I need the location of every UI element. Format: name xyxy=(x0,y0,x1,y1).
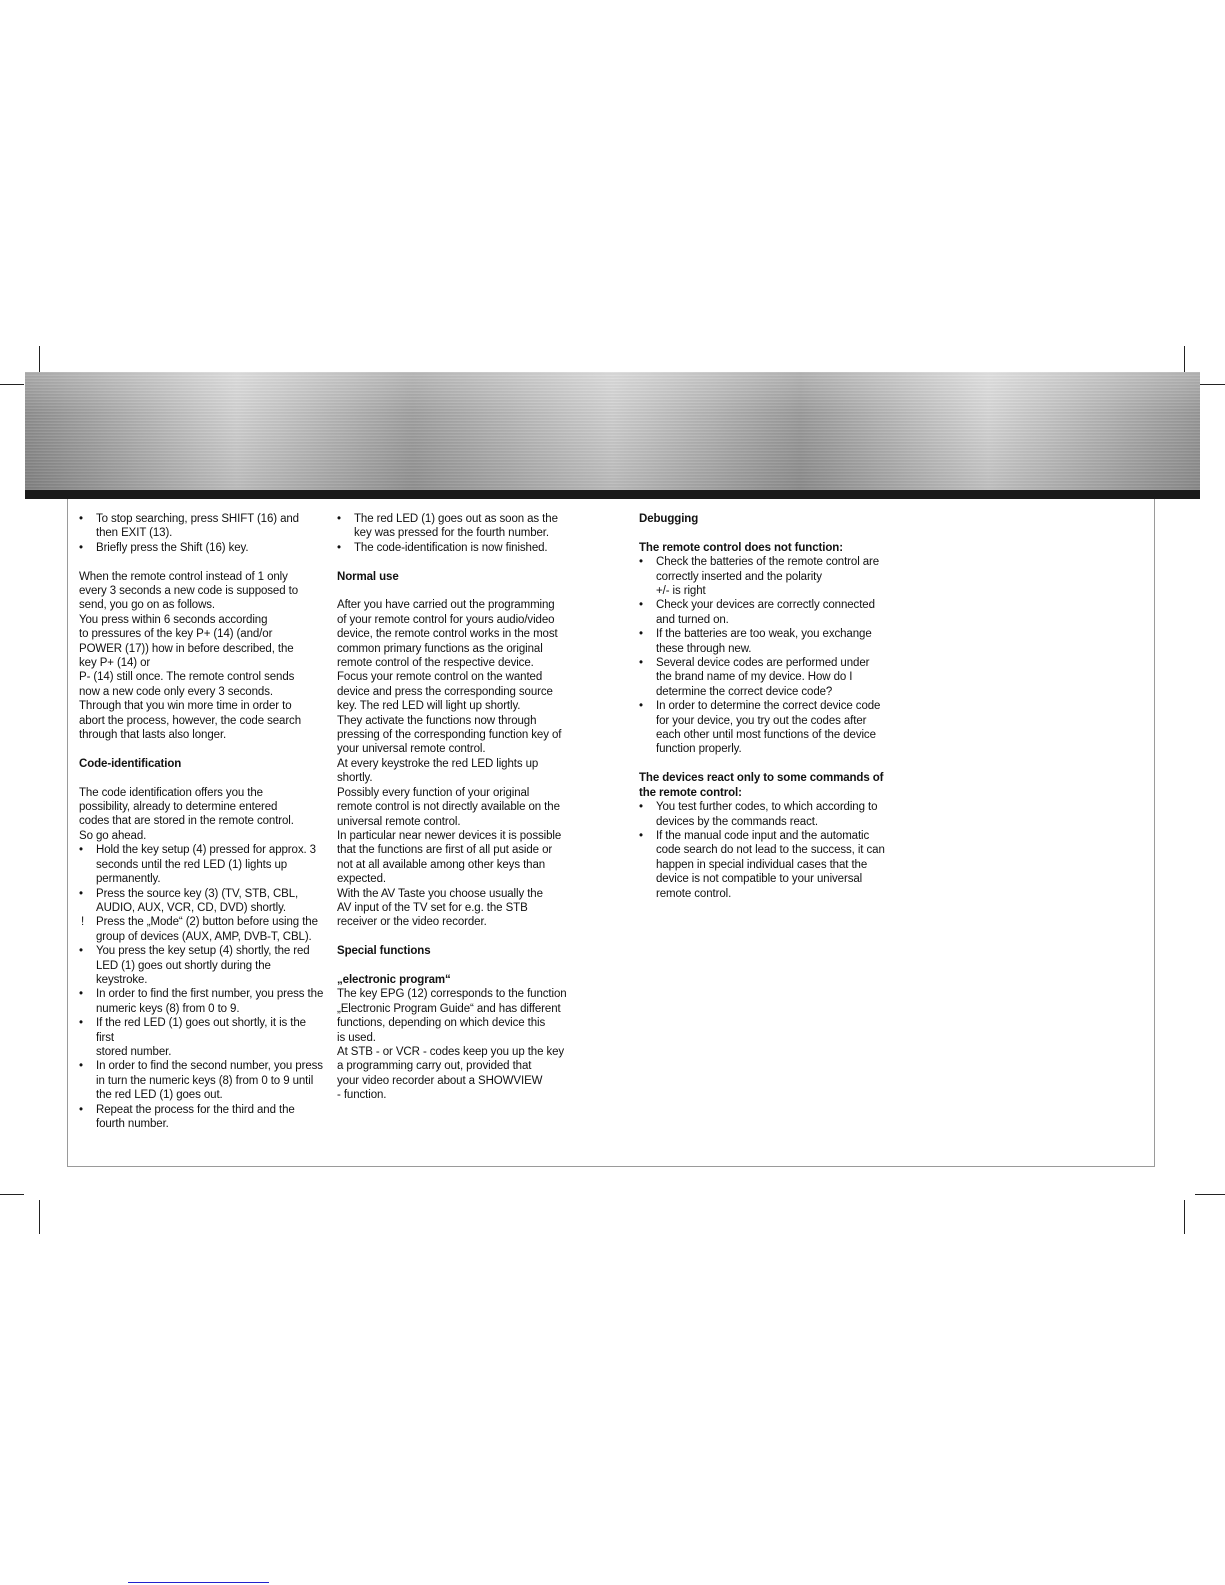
bullet-item: • You test further codes, to which according to devices by the commands react. xyxy=(639,800,887,829)
text-line: - function. xyxy=(337,1089,387,1102)
bullet-item: • You press the key setup (4) shortly, the red LED (1) goes out shortly during the keystroke. xyxy=(79,944,324,987)
text-line: The code identification offers you the xyxy=(79,786,263,799)
text-line: codes that are stored in the remote control. xyxy=(79,815,294,828)
bullet-item: • If the red LED (1) goes out shortly, it is the first stored number. xyxy=(79,1016,324,1059)
bullet-item: • Briefly press the Shift (16) key. xyxy=(79,541,324,555)
bullet-item: • In order to find the second number, you press in turn the numeric keys (8) from 0 to 9 until the red LED (1) goes out. xyxy=(79,1059,324,1102)
bullet-item: • In order to find the first number, you press the numeric keys (8) from 0 to 9. xyxy=(79,987,324,1016)
text-line: common primary functions as the original xyxy=(337,642,543,655)
crop-mark-bottom-right-h xyxy=(1195,1194,1225,1195)
text-line: Possibly every function of your original xyxy=(337,786,530,799)
crop-mark-bottom-left-v xyxy=(39,1200,40,1234)
text-line: The key EPG (12) corresponds to the function xyxy=(337,988,567,1001)
text-line: When the remote control instead of 1 only xyxy=(79,570,288,583)
text-line: every 3 seconds a new code is supposed to xyxy=(79,585,299,598)
bullet-item: • Press the source key (3) (TV, STB, CBL, AUDIO, AUX, VCR, CD, DVD) shortly. xyxy=(79,887,324,916)
bullet-item: • The code-identification is now finished. xyxy=(337,541,587,555)
text-line: universal remote control. xyxy=(337,815,461,828)
text-line: possibility, already to determine entered xyxy=(79,801,278,814)
text-line: P- (14) still once. The remote control sends xyxy=(79,671,295,684)
text-line: through that lasts also longer. xyxy=(79,729,227,742)
link-underline xyxy=(128,1582,269,1583)
bullet-item: • Repeat the process for the third and the fourth number. xyxy=(79,1103,324,1132)
note-item: ! Press the „Mode“ (2) button before using the group of devices (AUX, AMP, DVB-T, CBL). xyxy=(79,915,324,944)
section-heading-code-identification: Code-identification xyxy=(79,757,182,770)
text-line: Through that you win more time in order to xyxy=(79,700,292,713)
text-line: to pressures of the key P+ (14) (and/or xyxy=(79,628,273,641)
text-line: In particular near newer devices it is possible xyxy=(337,829,562,842)
text-line: So go ahead. xyxy=(79,829,147,842)
crop-mark-bottom-right-v xyxy=(1184,1200,1185,1234)
text-line: is used. xyxy=(337,1031,376,1044)
text-line: AV input of the TV set for e.g. the STB xyxy=(337,901,528,914)
text-line: POWER (17)) how in before described, the xyxy=(79,642,294,655)
text-line: device and press the corresponding source xyxy=(337,685,553,698)
text-line: „Electronic Program Guide“ and has different xyxy=(337,1002,561,1015)
subheading-devices-react-partially: The devices react only to some commands of the remote control: xyxy=(639,772,884,799)
column-2 xyxy=(337,512,587,1103)
text-line: abort the process, however, the code search xyxy=(79,714,301,727)
header-sheen xyxy=(25,372,1200,490)
section-heading-debugging: Debugging xyxy=(639,513,699,525)
text-line: Focus your remote control on the wanted xyxy=(337,671,543,684)
text-line: send, you go on as follows. xyxy=(79,599,216,612)
text-line: of your remote control for yours audio/video xyxy=(337,613,555,626)
bullet-item: • Hold the key setup (4) pressed for approx. 3 seconds until the red LED (1) lights up permanently. xyxy=(79,843,324,886)
bullet-item: • In order to determine the correct device code for your device, you try out the codes after each other until most functions of the device function properly. xyxy=(639,699,887,757)
section-heading-special-functions: Special functions xyxy=(337,945,431,958)
bullet-item: • If the batteries are too weak, you exchange these through new. xyxy=(639,627,887,656)
column-3 xyxy=(639,512,887,901)
subheading-electronic-program: „electronic program“ xyxy=(337,973,451,986)
text-line: not at all available among other keys than xyxy=(337,858,546,871)
crop-mark-bottom-left-h xyxy=(0,1194,24,1195)
text-line: now a new code only every 3 seconds. xyxy=(79,685,273,698)
text-line: your universal remote control. xyxy=(337,743,486,756)
bullet-item: • The red LED (1) goes out as soon as the key was pressed for the fourth number. xyxy=(337,512,587,541)
text-line: a programming carry out, provided that xyxy=(337,1060,532,1073)
text-line: After you have carried out the programming xyxy=(337,599,555,612)
header-black-rule xyxy=(25,490,1200,499)
text-line: shortly. xyxy=(337,772,373,785)
text-line: At STB - or VCR - codes keep you up the key xyxy=(337,1045,565,1058)
bullet-item: • Check your devices are correctly connected and turned on. xyxy=(639,598,887,627)
subheading-remote-not-function: The remote control does not function: xyxy=(639,541,843,554)
text-line: key. The red LED will light up shortly. xyxy=(337,700,521,713)
bullet-item: • Check the batteries of the remote control are correctly inserted and the polarity +/- is right xyxy=(639,555,887,598)
text-line: You press within 6 seconds according xyxy=(79,613,268,626)
text-line: key P+ (14) or xyxy=(79,657,151,670)
text-line: At every keystroke the red LED lights up xyxy=(337,757,539,770)
text-line: They activate the functions now through xyxy=(337,714,537,727)
bullet-item: • To stop searching, press SHIFT (16) and then EXIT (13). xyxy=(79,512,324,541)
column-1 xyxy=(79,512,324,1131)
bullet-item: • If the manual code input and the automatic code search do not lead to the success, it can happen in special individual cases that the device is not compatible to your universal remote control. xyxy=(639,829,887,901)
bullet-item: • Several device codes are performed under the brand name of my device. How do I determine the correct device code? xyxy=(639,656,887,699)
text-line: pressing of the corresponding function key of xyxy=(337,729,562,742)
text-line: your video recorder about a SHOWVIEW xyxy=(337,1074,543,1087)
section-heading-normal-use: Normal use xyxy=(337,570,399,583)
text-line: functions, depending on which device this xyxy=(337,1017,546,1030)
text-line: that the functions are first of all put aside or xyxy=(337,844,553,857)
text-line: device, the remote control works in the most xyxy=(337,628,558,641)
text-line: expected. xyxy=(337,873,386,886)
text-line: receiver or the video recorder. xyxy=(337,916,487,929)
text-line: remote control of the respective device. xyxy=(337,657,534,670)
crop-mark-top-left-h xyxy=(0,384,24,385)
text-line: remote control is not directly available on the xyxy=(337,801,560,814)
text-line: With the AV Taste you choose usually the xyxy=(337,887,543,900)
